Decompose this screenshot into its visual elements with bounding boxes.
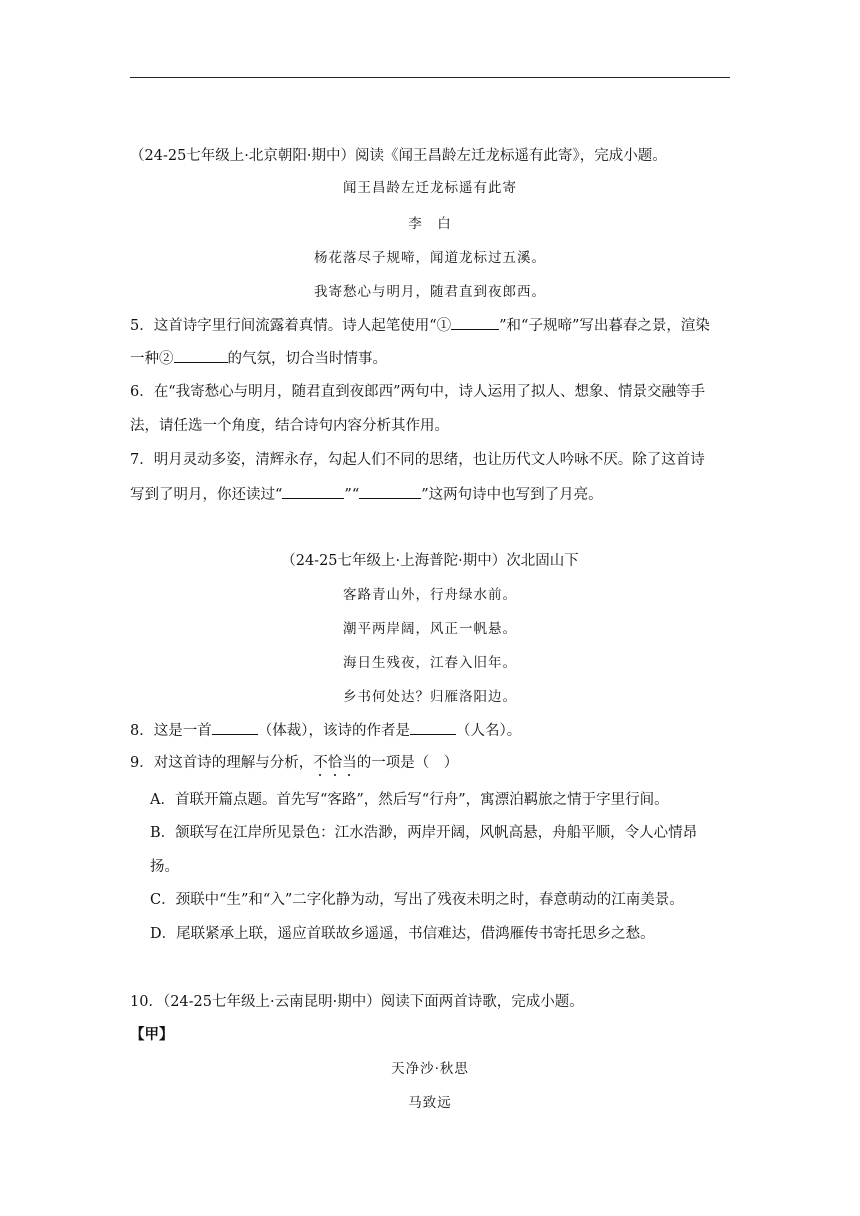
q8-blank-2[interactable] [410,720,456,735]
section1-intro: （24-25七年级上·北京朝阳·期中）阅读《闻王昌龄左迁龙标遥有此寄》，完成小题。 [130,148,667,164]
poem2-line-1: 客路青山外，行舟绿水前。 [343,587,517,603]
poem3-title: 天净沙·秋思 [391,1061,469,1077]
option-c[interactable]: C．颈联中“生”和“入”二字化静为动，写出了残夜未明之时，春意萌动的江南美景。 [150,892,684,908]
q9-emphasis-3: 当 [342,755,357,771]
question-6-line-2: 法，请任选一个角度，结合诗句内容分析其作用。 [130,418,449,434]
poem2-line-2: 潮平两岸阔，风正一帆悬。 [343,621,517,637]
q5-blank-2[interactable] [174,348,228,363]
question-8 [130,720,521,741]
question-7-line-1: 7．明月灵动多姿，清辉永存，勾起人们不同的思绪，也让历代文人吟咏不厌。除了这首诗 [130,452,705,468]
question-7-line-2 [130,484,603,505]
option-a[interactable]: A．首联开篇点题。首先写“客路”，然后写“行舟”，寓漂泊羁旅之情于字里行间。 [150,792,669,808]
q7-text-b: ”“ [344,487,360,503]
q7-blank-1[interactable] [282,484,344,499]
question-5-line-2 [130,348,387,369]
option-b-line-2[interactable]: 扬。 [150,859,179,875]
q5-blank-1[interactable] [451,315,499,330]
q9-text-a: 9．对这首诗的理解与分析， [130,755,314,771]
q8-text-b: （体裁），该诗的作者是 [257,723,410,739]
section2-title: （24-25七年级上·上海普陀·期中）次北固山下 [281,553,579,569]
poem1-author: 李 白 [408,216,452,232]
question-5-line-1 [130,315,710,336]
section3-label: 【甲】 [130,1026,174,1043]
poem2-line-3: 海日生残夜，江春入旧年。 [343,655,517,671]
question-9 [130,753,458,773]
q7-blank-2[interactable] [359,484,421,499]
q8-blank-1[interactable] [212,720,258,735]
q9-text-b: 的一项是（ ） [356,755,459,771]
q8-text-a: 8．这是一首 [130,723,212,739]
q9-emphasis-2: 恰 [327,755,343,771]
poem1-title: 闻王昌龄左迁龙标遥有此寄 [343,180,517,196]
q7-text-a: 写到了明月，你还读过“ [130,487,283,503]
poem1-line-2: 我寄愁心与明月，随君直到夜郎西。 [314,284,546,300]
option-b-line-1[interactable]: B．颔联写在江岸所见景色：江水浩渺，两岸开阔，风帆高悬，舟船平顺，令人心情昂 [150,825,698,841]
header-rule [130,77,730,78]
question-6-line-1: 6．在“我寄愁心与明月，随君直到夜郎西”两句中，诗人运用了拟人、想象、情景交融等手 [130,384,706,400]
q5-text-b: ”和“子规啼”写出暮春之景，渲染 [499,318,710,334]
poem3-author: 马致远 [408,1095,452,1111]
q7-text-c: ”这两句诗中也写到了月亮。 [421,487,603,503]
q5-text-a: 5．这首诗字里行间流露着真情。诗人起笔使用“① [130,318,452,334]
option-d[interactable]: D．尾联紧承上联，遥应首联故乡遥遥，书信难达，借鸿雁传书寄托思乡之愁。 [150,926,655,942]
q9-emphasis-1: 不 [313,755,328,771]
q8-text-c: （人名）。 [455,723,522,739]
poem1-line-1: 杨花落尽子规啼，闻道龙标过五溪。 [314,250,546,266]
q5-text-c: 一种② [130,351,174,367]
q5-text-d: 的气氛，切合当时情事。 [227,351,387,367]
poem2-line-4: 乡书何处达？归雁洛阳边。 [343,689,517,705]
section3-intro: 10．（24-25七年级上·云南昆明·期中）阅读下面两首诗歌，完成小题。 [130,994,584,1010]
